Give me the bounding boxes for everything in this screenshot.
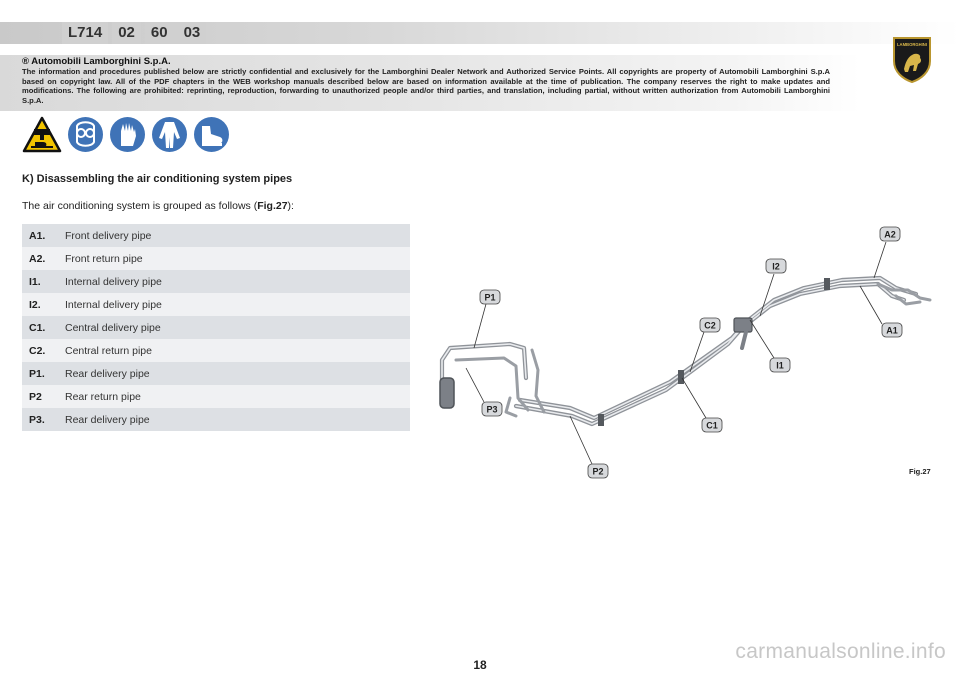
safety-shoes-icon [193,116,230,153]
table-row [22,293,410,316]
pipe-label: Internal delivery pipe [65,298,162,311]
pipe-code: I2. [29,298,41,311]
svg-text:P3: P3 [486,404,498,415]
table-row [22,385,410,408]
pipe-label: Rear delivery pipe [65,367,150,380]
callout-p1 [480,290,500,304]
callout-a1 [882,323,902,337]
pipe-label: Rear delivery pipe [65,413,150,426]
table-row [22,224,410,247]
pipe-code: C2. [29,344,46,357]
page-number: 18 [473,658,487,672]
callout-p3 [482,402,502,416]
svg-text:P1: P1 [484,292,496,303]
table-row [22,408,410,431]
svg-text:C2: C2 [704,320,716,331]
pipe-code: A2. [29,252,46,265]
ppe-icons [22,116,230,154]
code-subgroup: 60 [145,22,174,44]
section-title: K) Disassembling the air conditioning system pipes [22,173,293,185]
pipe-code: C1. [29,321,46,334]
protective-gloves-icon [109,116,146,153]
pipe-diagram [420,220,940,490]
pipe-code: P1. [29,367,45,380]
pipe-label: Internal delivery pipe [65,275,162,288]
table-row [22,339,410,362]
protective-overalls-icon [151,116,188,153]
document-code [62,22,210,44]
pipe-label: Central return pipe [65,344,152,357]
callout-i1 [770,358,790,372]
code-group: 02 [112,22,141,44]
svg-text:C1: C1 [706,420,718,431]
callout-p2 [588,464,608,478]
pipe-code: P3. [29,413,45,426]
svg-text:P2: P2 [592,466,604,477]
lamborghini-bull-shield-icon [890,35,934,83]
logo-wordmark: LAMBORGHINI [896,42,928,47]
pipe-code: I1. [29,275,41,288]
pipe-label: Rear return pipe [65,390,141,403]
callout-i2 [766,259,786,273]
pipe-label: Front delivery pipe [65,229,152,242]
figure-reference: Fig.27 [257,200,288,212]
hand-crush-warning-icon [22,116,62,154]
code-model: L714 [62,22,108,44]
copyright-title: ® Automobili Lamborghini S.p.A. [22,56,171,67]
svg-text:A1: A1 [886,325,898,336]
table-row [22,362,410,385]
callout-c1 [702,418,722,432]
pipe-legend-table [22,224,410,431]
code-section: 03 [178,22,207,44]
pipe-label: Front return pipe [65,252,143,265]
table-row [22,316,410,339]
callout-labels [480,227,902,478]
figure-caption: Fig.27 [909,467,931,476]
pipe-code: A1. [29,229,46,242]
callout-a2 [880,227,900,241]
watermark: carmanualsonline.info [735,640,946,663]
safety-goggles-icon [67,116,104,153]
pipe-illustration [440,278,930,426]
svg-text:A2: A2 [884,229,896,240]
pipe-code: P2 [29,390,42,403]
pipe-label: Central delivery pipe [65,321,161,334]
copyright-text: The information and procedures published below are strictly confidential and exclusively for the Lamborghini Dealer Network and Authorized Service Points. All copyrights are property of Automobili Lamborghini S.p.A based on copyright law. All of the PDF chapters in the WEB workshop manuals described below are based on information available at the time of publication. The company reserves the right to make updates and modifications. The following are prohibited: reprinting, reproduction, forwarding to unauthorized people and/or third parties, and translation, including partial, without written authorization from Automobili Lamborghini S.p.A. [22,67,830,105]
callout-c2 [700,318,720,332]
table-row [22,247,410,270]
svg-text:I2: I2 [772,261,780,272]
callout-leaders [466,242,886,464]
table-row [22,270,410,293]
intro-text: The air conditioning system is grouped as follows (Fig.27): [22,200,294,212]
svg-text:I1: I1 [776,360,784,371]
